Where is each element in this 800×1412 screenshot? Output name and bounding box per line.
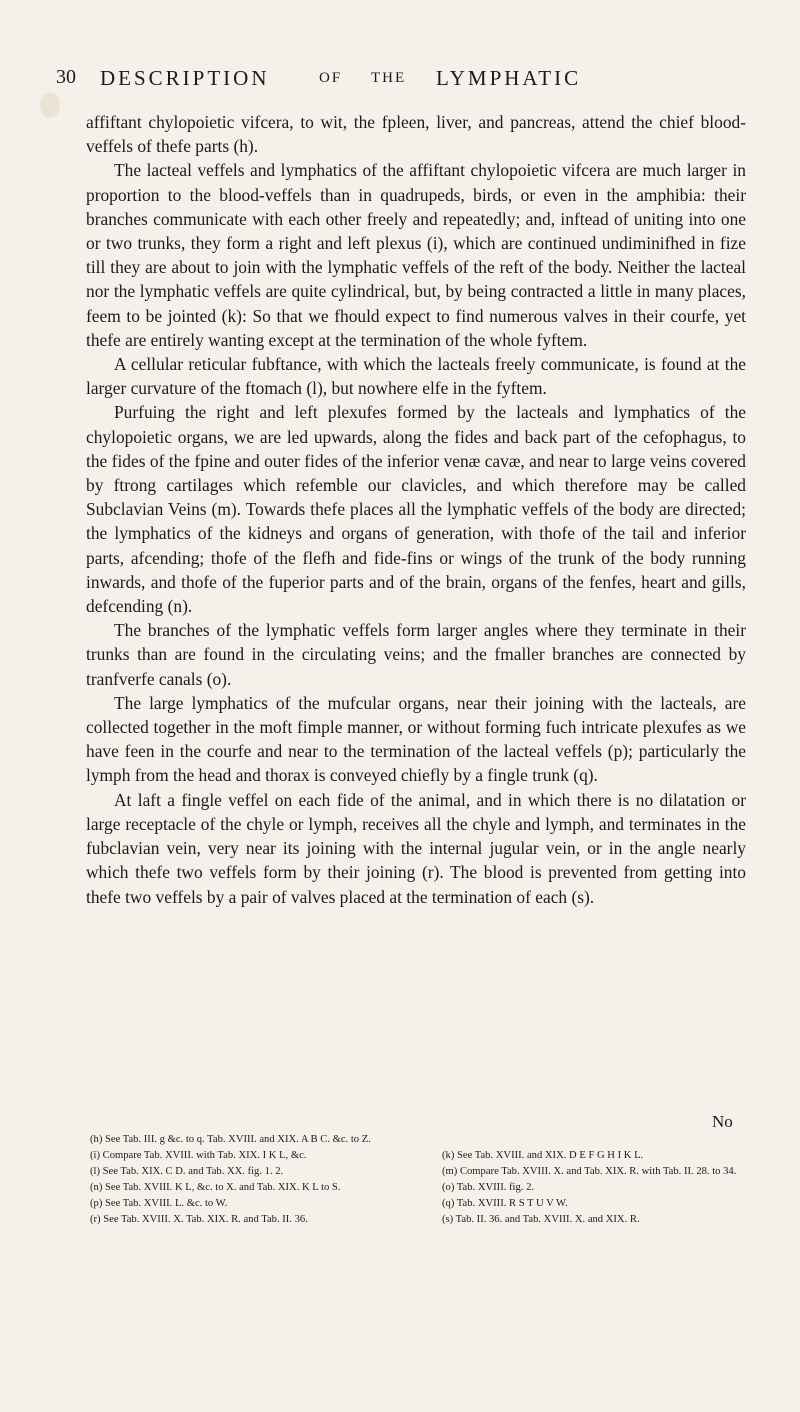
paragraph: The large lymphatics of the mufcular organs, near their joining with the lacteals, are collected together in the moft fimple manner, or without forming fuch intricate plexufes as we have feen in the courfe and near to the termination of the lacteal veffels (p); particularly the lymph from the head and thorax is conveyed chiefly by a fingle trunk (q). bbox=[86, 692, 746, 786]
footnote: (i) Compare Tab. XVIII. with Tab. XIX. I K L, &c. bbox=[90, 1150, 307, 1161]
footnote-row bbox=[90, 1164, 770, 1180]
paragraph: Purfuing the right and left plexufes formed by the lacteals and lymphatics of the chylopoietic organs, we are led upwards, along the fides and back part of the cefophagus, to the fides of the fpine and outer fides of the inferior venæ cavæ, and near to large veins covered by ftrong cartilages which refemble our clavicles, and which therefore may be called Subclavian Veins (m). Towards thefe places all the lymphatic veffels of the body are directed; the lymphatics of the kidneys and organs of generation, with thofe of the tail and inferior parts, afcending; thofe of the flefh and fide-fins or wings of the trunk of the body running inwards, and thofe of the fuperior parts and of the brain, organs of the fenfes, heart and gills, defcending (n). bbox=[86, 402, 746, 617]
paragraph: The lacteal veffels and lymphatics of the affiftant chylopoietic vifcera are much larger in proportion to the blood-veffels than in quadrupeds, birds, or even in the amphibia: their branches communicate with each other freely and repeatedly; and, inftead of uniting into one or two trunks, they form a right and left plexus (i), which are continued undiminifhed in fize till they are about to join with the lymphatic veffels of the reft of the body. Neither the lacteal nor the lymphatic veffels are quite cylindrical, but, by being contracted a little in many places, feem to be jointed (k): So that we fhould expect to find numerous valves in their courfe, yet thefe are entirely wanting except at the termination of the whole fyftem. bbox=[86, 160, 746, 350]
header-title-description: DESCRIPTION bbox=[100, 66, 270, 90]
footnote: (m) Compare Tab. XVIII. X. and Tab. XIX. R. with Tab. II. 28. to 34. bbox=[442, 1166, 737, 1177]
main-text bbox=[86, 110, 746, 909]
footnote-row bbox=[90, 1132, 770, 1148]
paragraph: A cellular reticular fubftance, with which the lacteals freely communicate, is found at the larger curvature of the ftomach (l), but nowhere elfe in the fyftem. bbox=[86, 354, 746, 399]
paragraph: The branches of the lymphatic veffels form larger angles where they terminate in their trunks than are found in the circulating veins; and the fmaller branches are connected by tranfverfe canals (o). bbox=[86, 620, 746, 689]
footnote: (n) See Tab. XVIII. K L, &c. to X. and Tab. XIX. K L to S. bbox=[90, 1182, 341, 1193]
catchword: No bbox=[712, 1112, 733, 1131]
footnote: (p) See Tab. XVIII. L. &c. to W. bbox=[90, 1198, 228, 1209]
footnote: (h) See Tab. III. g &c. to q. Tab. XVIII. and XIX. A B C. &c. to Z. bbox=[90, 1134, 371, 1145]
paragraph: affiftant chylopoietic vifcera, to wit, the fpleen, liver, and pancreas, attend the chief blood-veffels of thefe parts (h). bbox=[86, 112, 746, 157]
footnote: (s) Tab. II. 36. and Tab. XVIII. X. and XIX. R. bbox=[442, 1214, 640, 1225]
running-header bbox=[56, 62, 746, 98]
footnote-row bbox=[90, 1148, 770, 1164]
header-title-the: THE bbox=[371, 70, 407, 86]
header-title-of: OF bbox=[319, 70, 343, 86]
footnote: (k) See Tab. XVIII. and XIX. D E F G H I K L. bbox=[442, 1150, 644, 1161]
footnote: (l) See Tab. XIX. C D. and Tab. XX. fig. 1. 2. bbox=[90, 1166, 284, 1177]
footnote-row bbox=[90, 1212, 770, 1228]
footnote-row bbox=[90, 1196, 770, 1212]
header-title-lymphatic: LYMPHATIC bbox=[436, 66, 582, 90]
paragraph: At laft a fingle veffel on each fide of the animal, and in which there is no dilatation or large receptacle of the chyle or lymph, receives all the chyle and lymph, and terminates in the fubclavian vein, very near its joining with the internal jugular vein, or in the angle nearly which thefe two veffels form by their joining (r). The blood is prevented from getting into thefe two veffels by a pair of valves placed at the termination of each (s). bbox=[86, 789, 746, 907]
footnote: (q) Tab. XVIII. R S T U V W. bbox=[442, 1198, 568, 1209]
page-number: 30 bbox=[56, 66, 76, 88]
footnote: (r) See Tab. XVIII. X. Tab. XIX. R. and Tab. II. 36. bbox=[90, 1214, 308, 1225]
footnote: (o) Tab. XVIII. fig. 2. bbox=[442, 1182, 535, 1193]
footnotes bbox=[90, 1132, 770, 1228]
footnote-row bbox=[90, 1180, 770, 1196]
